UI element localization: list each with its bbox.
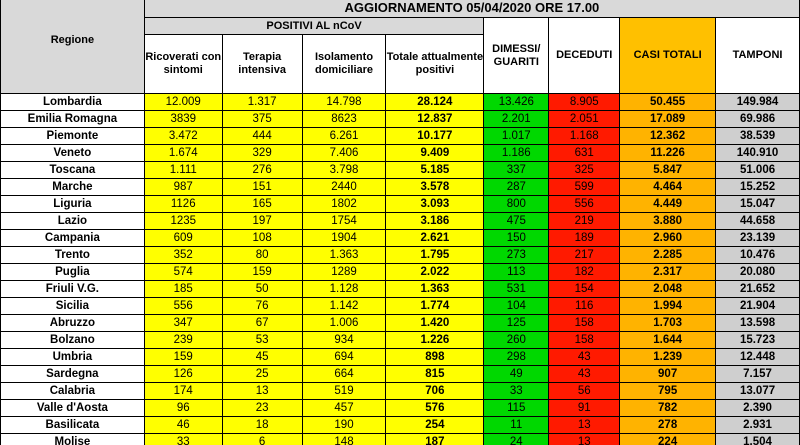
cell-tamponi: 10.476 bbox=[716, 247, 800, 264]
cell-totale: 1.420 bbox=[386, 315, 484, 332]
header-deceduti: DECEDUTI bbox=[549, 18, 620, 94]
cell-regione: Bolzano bbox=[1, 332, 145, 349]
table-row bbox=[1, 230, 800, 247]
cell-dimessi: 24 bbox=[484, 434, 549, 445]
table-row bbox=[1, 94, 800, 111]
cell-casi-totali: 1.703 bbox=[620, 315, 716, 332]
cell-terapia: 6 bbox=[222, 434, 302, 445]
cell-isolamento: 7.406 bbox=[302, 145, 386, 162]
cell-casi-totali: 1.994 bbox=[620, 298, 716, 315]
cell-tamponi: 1.504 bbox=[716, 434, 800, 445]
cell-dimessi: 125 bbox=[484, 315, 549, 332]
cell-totale: 3.093 bbox=[386, 196, 484, 213]
table-row bbox=[1, 400, 800, 417]
cell-isolamento: 2440 bbox=[302, 179, 386, 196]
header-regione: Regione bbox=[1, 0, 145, 94]
cell-dimessi: 115 bbox=[484, 400, 549, 417]
cell-terapia: 165 bbox=[222, 196, 302, 213]
cell-tamponi: 140.910 bbox=[716, 145, 800, 162]
table-row bbox=[1, 332, 800, 349]
cell-casi-totali: 224 bbox=[620, 434, 716, 445]
cell-totale: 5.185 bbox=[386, 162, 484, 179]
cell-deceduti: 182 bbox=[549, 264, 620, 281]
cell-regione: Basilicata bbox=[1, 417, 145, 434]
table-row bbox=[1, 417, 800, 434]
cell-regione: Trento bbox=[1, 247, 145, 264]
cell-ricoverati: 352 bbox=[144, 247, 222, 264]
cell-deceduti: 631 bbox=[549, 145, 620, 162]
cell-regione: Lazio bbox=[1, 213, 145, 230]
cell-totale: 706 bbox=[386, 383, 484, 400]
cell-deceduti: 2.051 bbox=[549, 111, 620, 128]
cell-tamponi: 2.390 bbox=[716, 400, 800, 417]
cell-terapia: 23 bbox=[222, 400, 302, 417]
cell-tamponi: 149.984 bbox=[716, 94, 800, 111]
cell-regione: Umbria bbox=[1, 349, 145, 366]
cell-regione: Calabria bbox=[1, 383, 145, 400]
cell-dimessi: 2.201 bbox=[484, 111, 549, 128]
cell-terapia: 375 bbox=[222, 111, 302, 128]
cell-ricoverati: 1.674 bbox=[144, 145, 222, 162]
cell-deceduti: 325 bbox=[549, 162, 620, 179]
cell-tamponi: 15.723 bbox=[716, 332, 800, 349]
cell-tamponi: 51.006 bbox=[716, 162, 800, 179]
cell-casi-totali: 2.285 bbox=[620, 247, 716, 264]
cell-casi-totali: 5.847 bbox=[620, 162, 716, 179]
cell-dimessi: 260 bbox=[484, 332, 549, 349]
cell-deceduti: 116 bbox=[549, 298, 620, 315]
cell-ricoverati: 185 bbox=[144, 281, 222, 298]
cell-deceduti: 158 bbox=[549, 315, 620, 332]
cell-ricoverati: 159 bbox=[144, 349, 222, 366]
table-row bbox=[1, 145, 800, 162]
cell-regione: Sardegna bbox=[1, 366, 145, 383]
cell-deceduti: 154 bbox=[549, 281, 620, 298]
cell-dimessi: 33 bbox=[484, 383, 549, 400]
table-row bbox=[1, 213, 800, 230]
cell-totale: 3.186 bbox=[386, 213, 484, 230]
cell-isolamento: 1.006 bbox=[302, 315, 386, 332]
cell-terapia: 45 bbox=[222, 349, 302, 366]
cell-ricoverati: 347 bbox=[144, 315, 222, 332]
cell-totale: 254 bbox=[386, 417, 484, 434]
header-positivi-group: POSITIVI AL nCoV bbox=[144, 18, 484, 35]
cell-isolamento: 148 bbox=[302, 434, 386, 445]
cell-ricoverati: 1235 bbox=[144, 213, 222, 230]
cell-terapia: 197 bbox=[222, 213, 302, 230]
cell-totale: 815 bbox=[386, 366, 484, 383]
cell-totale: 1.774 bbox=[386, 298, 484, 315]
header-totale: Totale attualmente positivi bbox=[386, 35, 484, 94]
cell-totale: 10.177 bbox=[386, 128, 484, 145]
cell-totale: 576 bbox=[386, 400, 484, 417]
cell-deceduti: 13 bbox=[549, 417, 620, 434]
header-isolamento: Isolamento domiciliare bbox=[302, 35, 386, 94]
cell-deceduti: 158 bbox=[549, 332, 620, 349]
cell-tamponi: 15.047 bbox=[716, 196, 800, 213]
table-row bbox=[1, 128, 800, 145]
cell-dimessi: 287 bbox=[484, 179, 549, 196]
cell-dimessi: 1.186 bbox=[484, 145, 549, 162]
table-row bbox=[1, 196, 800, 213]
cell-terapia: 444 bbox=[222, 128, 302, 145]
header-casi-totali: CASI TOTALI bbox=[620, 18, 716, 94]
cell-isolamento: 1289 bbox=[302, 264, 386, 281]
cell-dimessi: 150 bbox=[484, 230, 549, 247]
cell-casi-totali: 12.362 bbox=[620, 128, 716, 145]
cell-dimessi: 531 bbox=[484, 281, 549, 298]
cell-ricoverati: 126 bbox=[144, 366, 222, 383]
cell-regione: Molise bbox=[1, 434, 145, 445]
cell-dimessi: 337 bbox=[484, 162, 549, 179]
cell-deceduti: 1.168 bbox=[549, 128, 620, 145]
cell-regione: Valle d'Aosta bbox=[1, 400, 145, 417]
cell-terapia: 276 bbox=[222, 162, 302, 179]
cell-isolamento: 519 bbox=[302, 383, 386, 400]
cell-regione: Emilia Romagna bbox=[1, 111, 145, 128]
cell-terapia: 67 bbox=[222, 315, 302, 332]
cell-dimessi: 475 bbox=[484, 213, 549, 230]
cell-dimessi: 104 bbox=[484, 298, 549, 315]
cell-deceduti: 189 bbox=[549, 230, 620, 247]
cell-terapia: 329 bbox=[222, 145, 302, 162]
cell-ricoverati: 239 bbox=[144, 332, 222, 349]
cell-regione: Liguria bbox=[1, 196, 145, 213]
cell-regione: Veneto bbox=[1, 145, 145, 162]
cell-tamponi: 2.931 bbox=[716, 417, 800, 434]
cell-ricoverati: 174 bbox=[144, 383, 222, 400]
cell-dimessi: 113 bbox=[484, 264, 549, 281]
cell-tamponi: 13.077 bbox=[716, 383, 800, 400]
cell-isolamento: 190 bbox=[302, 417, 386, 434]
table-row bbox=[1, 383, 800, 400]
cell-terapia: 151 bbox=[222, 179, 302, 196]
cell-casi-totali: 2.317 bbox=[620, 264, 716, 281]
cell-totale: 1.795 bbox=[386, 247, 484, 264]
cell-regione: Sicilia bbox=[1, 298, 145, 315]
cell-terapia: 53 bbox=[222, 332, 302, 349]
cell-casi-totali: 3.880 bbox=[620, 213, 716, 230]
cell-ricoverati: 574 bbox=[144, 264, 222, 281]
cell-casi-totali: 795 bbox=[620, 383, 716, 400]
cell-dimessi: 1.017 bbox=[484, 128, 549, 145]
cell-ricoverati: 1.111 bbox=[144, 162, 222, 179]
cell-deceduti: 13 bbox=[549, 434, 620, 445]
cell-dimessi: 800 bbox=[484, 196, 549, 213]
cell-tamponi: 12.448 bbox=[716, 349, 800, 366]
cell-ricoverati: 3.472 bbox=[144, 128, 222, 145]
cell-ricoverati: 46 bbox=[144, 417, 222, 434]
cell-dimessi: 298 bbox=[484, 349, 549, 366]
cell-isolamento: 1.363 bbox=[302, 247, 386, 264]
cell-totale: 2.621 bbox=[386, 230, 484, 247]
cell-regione: Lombardia bbox=[1, 94, 145, 111]
table-row bbox=[1, 264, 800, 281]
cell-isolamento: 1802 bbox=[302, 196, 386, 213]
cell-regione: Marche bbox=[1, 179, 145, 196]
cell-tamponi: 20.080 bbox=[716, 264, 800, 281]
table-row bbox=[1, 366, 800, 383]
table-body bbox=[1, 94, 800, 445]
cell-isolamento: 934 bbox=[302, 332, 386, 349]
cell-ricoverati: 987 bbox=[144, 179, 222, 196]
cell-deceduti: 43 bbox=[549, 349, 620, 366]
cell-ricoverati: 1126 bbox=[144, 196, 222, 213]
cell-totale: 2.022 bbox=[386, 264, 484, 281]
cell-totale: 187 bbox=[386, 434, 484, 445]
cell-casi-totali: 17.089 bbox=[620, 111, 716, 128]
cell-tamponi: 23.139 bbox=[716, 230, 800, 247]
table-row bbox=[1, 179, 800, 196]
cell-casi-totali: 1.239 bbox=[620, 349, 716, 366]
cell-deceduti: 8.905 bbox=[549, 94, 620, 111]
cell-deceduti: 599 bbox=[549, 179, 620, 196]
cell-tamponi: 44.658 bbox=[716, 213, 800, 230]
cell-isolamento: 1.142 bbox=[302, 298, 386, 315]
cell-totale: 1.363 bbox=[386, 281, 484, 298]
cell-casi-totali: 278 bbox=[620, 417, 716, 434]
cell-totale: 28.124 bbox=[386, 94, 484, 111]
cell-ricoverati: 12.009 bbox=[144, 94, 222, 111]
table-row bbox=[1, 315, 800, 332]
cell-tamponi: 15.252 bbox=[716, 179, 800, 196]
cell-tamponi: 69.986 bbox=[716, 111, 800, 128]
header-tamponi: TAMPONI bbox=[716, 18, 800, 94]
cell-totale: 898 bbox=[386, 349, 484, 366]
cell-tamponi: 38.539 bbox=[716, 128, 800, 145]
cell-regione: Toscana bbox=[1, 162, 145, 179]
cell-deceduti: 91 bbox=[549, 400, 620, 417]
cell-casi-totali: 1.644 bbox=[620, 332, 716, 349]
cell-terapia: 159 bbox=[222, 264, 302, 281]
table-row bbox=[1, 162, 800, 179]
cell-casi-totali: 11.226 bbox=[620, 145, 716, 162]
cell-ricoverati: 3839 bbox=[144, 111, 222, 128]
header-terapia: Terapia intensiva bbox=[222, 35, 302, 94]
cell-casi-totali: 907 bbox=[620, 366, 716, 383]
cell-deceduti: 219 bbox=[549, 213, 620, 230]
cell-isolamento: 8623 bbox=[302, 111, 386, 128]
cell-terapia: 50 bbox=[222, 281, 302, 298]
cell-deceduti: 217 bbox=[549, 247, 620, 264]
cell-isolamento: 457 bbox=[302, 400, 386, 417]
cell-casi-totali: 2.960 bbox=[620, 230, 716, 247]
cell-ricoverati: 556 bbox=[144, 298, 222, 315]
cell-terapia: 108 bbox=[222, 230, 302, 247]
cell-isolamento: 6.261 bbox=[302, 128, 386, 145]
cell-ricoverati: 609 bbox=[144, 230, 222, 247]
table-header bbox=[1, 0, 800, 94]
cell-totale: 3.578 bbox=[386, 179, 484, 196]
cell-casi-totali: 782 bbox=[620, 400, 716, 417]
cell-isolamento: 1.128 bbox=[302, 281, 386, 298]
cell-terapia: 76 bbox=[222, 298, 302, 315]
cell-casi-totali: 4.449 bbox=[620, 196, 716, 213]
cell-terapia: 18 bbox=[222, 417, 302, 434]
cell-dimessi: 11 bbox=[484, 417, 549, 434]
cell-totale: 1.226 bbox=[386, 332, 484, 349]
header-dimessi: DIMESSI/ GUARITI bbox=[484, 18, 549, 94]
cell-isolamento: 14.798 bbox=[302, 94, 386, 111]
cell-tamponi: 7.157 bbox=[716, 366, 800, 383]
cell-casi-totali: 50.455 bbox=[620, 94, 716, 111]
cell-regione: Abruzzo bbox=[1, 315, 145, 332]
table-row bbox=[1, 281, 800, 298]
cell-deceduti: 556 bbox=[549, 196, 620, 213]
cell-tamponi: 21.904 bbox=[716, 298, 800, 315]
cell-regione: Friuli V.G. bbox=[1, 281, 145, 298]
cell-totale: 9.409 bbox=[386, 145, 484, 162]
cell-ricoverati: 96 bbox=[144, 400, 222, 417]
cell-dimessi: 13.426 bbox=[484, 94, 549, 111]
cell-casi-totali: 4.464 bbox=[620, 179, 716, 196]
cell-tamponi: 21.652 bbox=[716, 281, 800, 298]
cell-casi-totali: 2.048 bbox=[620, 281, 716, 298]
cell-totale: 12.837 bbox=[386, 111, 484, 128]
cell-regione: Campania bbox=[1, 230, 145, 247]
update-banner: AGGIORNAMENTO 05/04/2020 ORE 17.00 bbox=[144, 0, 799, 18]
cell-dimessi: 273 bbox=[484, 247, 549, 264]
header-ricoverati: Ricoverati con sintomi bbox=[144, 35, 222, 94]
cell-isolamento: 3.798 bbox=[302, 162, 386, 179]
table-row bbox=[1, 111, 800, 128]
cell-isolamento: 1754 bbox=[302, 213, 386, 230]
cell-isolamento: 1904 bbox=[302, 230, 386, 247]
cell-terapia: 25 bbox=[222, 366, 302, 383]
table-row bbox=[1, 298, 800, 315]
table-row bbox=[1, 349, 800, 366]
cell-regione: Piemonte bbox=[1, 128, 145, 145]
cell-dimessi: 49 bbox=[484, 366, 549, 383]
cell-ricoverati: 33 bbox=[144, 434, 222, 445]
cell-deceduti: 43 bbox=[549, 366, 620, 383]
table-row bbox=[1, 247, 800, 264]
cell-tamponi: 13.598 bbox=[716, 315, 800, 332]
cell-terapia: 1.317 bbox=[222, 94, 302, 111]
cell-isolamento: 694 bbox=[302, 349, 386, 366]
table-row bbox=[1, 434, 800, 445]
cell-terapia: 13 bbox=[222, 383, 302, 400]
cell-isolamento: 664 bbox=[302, 366, 386, 383]
cell-deceduti: 56 bbox=[549, 383, 620, 400]
cell-terapia: 80 bbox=[222, 247, 302, 264]
cell-regione: Puglia bbox=[1, 264, 145, 281]
